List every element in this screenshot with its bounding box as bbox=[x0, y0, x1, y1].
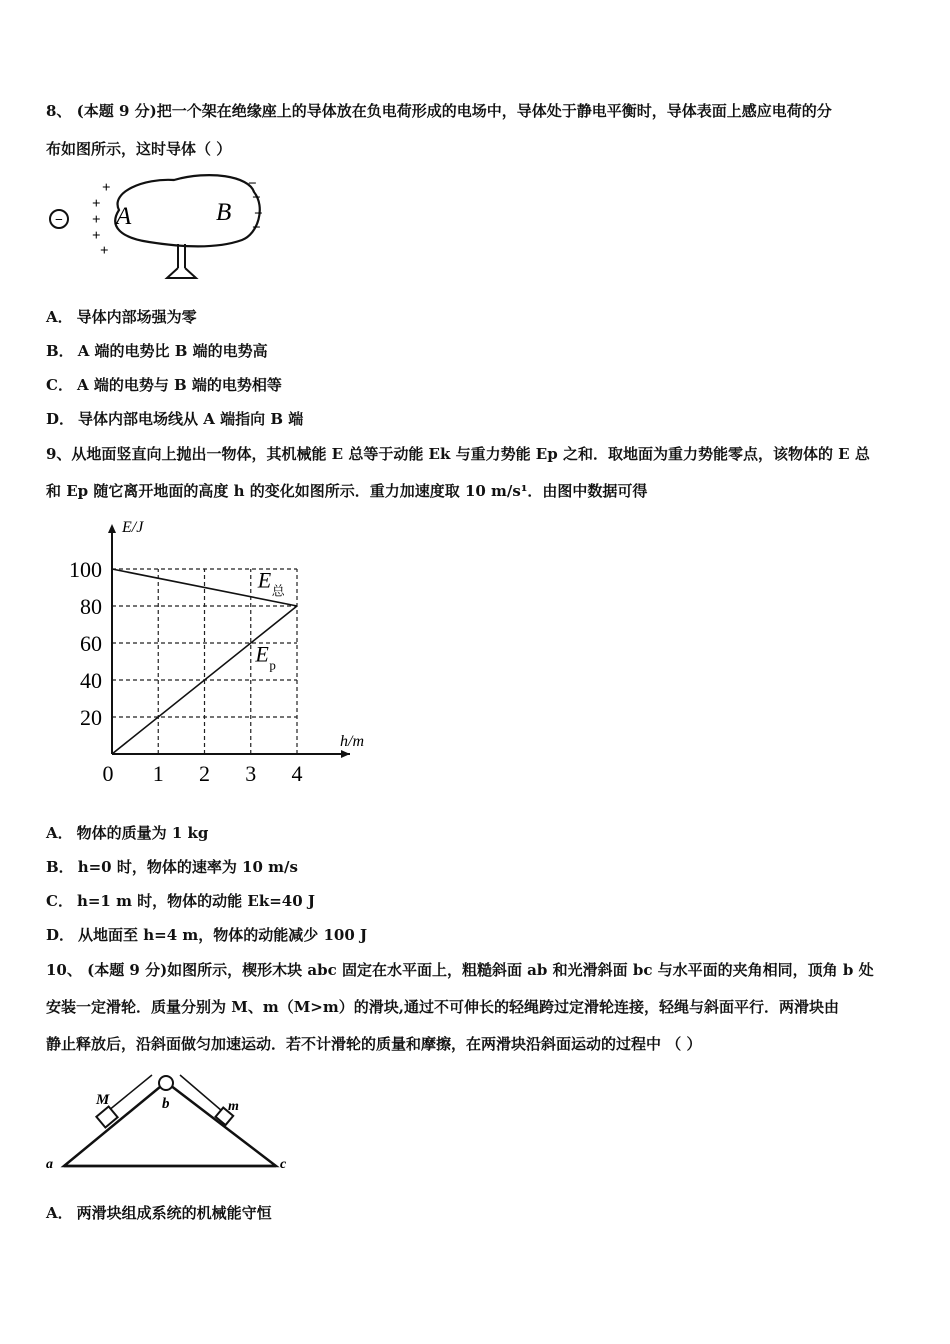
label-a: a bbox=[46, 1157, 53, 1172]
q9-option-c: C． h=1 m 时，物体的动能 Ek=40 J bbox=[46, 892, 315, 910]
q8-option-b: B． A 端的电势比 B 端的电势高 bbox=[46, 342, 268, 360]
y-tick-label: 40 bbox=[80, 668, 102, 693]
label-c: c bbox=[280, 1157, 287, 1172]
x-tick-label: 1 bbox=[152, 761, 164, 786]
q9-energy-height-chart bbox=[60, 512, 390, 787]
q9-option-d: D． 从地面至 h=4 m，物体的动能减少 100 J bbox=[46, 926, 368, 944]
minus-sign: − bbox=[252, 190, 261, 206]
label-small-m: m bbox=[228, 1099, 239, 1114]
series-label-0: E bbox=[257, 567, 272, 593]
minus-sign: − bbox=[252, 220, 261, 236]
q10-option-a: A． 两滑块组成系统的机械能守恒 bbox=[46, 1204, 272, 1222]
q9-stem-line2: 和 Ep 随它离开地面的高度 h 的变化如图所示．重力加速度取 10 m/s¹．由图中数据可得 bbox=[46, 482, 648, 500]
x-tick-label: 4 bbox=[291, 761, 303, 786]
plus-sign: + bbox=[100, 243, 109, 259]
x-axis-arrow bbox=[341, 750, 350, 758]
plus-sign: + bbox=[92, 196, 101, 212]
x-axis-label: h/m bbox=[340, 733, 364, 750]
plus-sign: + bbox=[92, 212, 101, 228]
q8-label-b: B bbox=[216, 199, 232, 226]
y-tick-label: 100 bbox=[69, 557, 102, 582]
y-tick-label: 80 bbox=[80, 594, 102, 619]
q8-stem-line1: 8、 (本题 9 分)把一个架在绝缘座上的导体放在负电荷形成的电场中，导体处于静电平衡时，导体表面上感应电荷的分 bbox=[46, 102, 832, 120]
label-b: b bbox=[162, 1096, 170, 1112]
minus-sign: − bbox=[248, 176, 257, 192]
y-axis-label: E/J bbox=[122, 519, 144, 536]
plus-sign: + bbox=[92, 228, 101, 244]
q8-label-a: A bbox=[116, 203, 132, 230]
plus-sign: + bbox=[102, 180, 111, 196]
q10-stem-line1: 10、 (本题 9 分)如图所示，楔形木块 abc 固定在水平面上，粗糙斜面 ab 和光滑斜面 bc 与水平面的夹角相同，顶角 b 处 bbox=[46, 961, 874, 979]
y-tick-label: 20 bbox=[80, 705, 102, 730]
minus-sign: − bbox=[254, 206, 263, 222]
x-tick-label: 2 bbox=[199, 761, 210, 786]
q8-stem-line2: 布如图所示，这时导体（ ） bbox=[46, 140, 232, 158]
q10-wedge-figure bbox=[44, 1066, 304, 1176]
q8-conductor-figure bbox=[44, 172, 274, 284]
label-big-m: M bbox=[96, 1092, 110, 1108]
q10-stem-line2: 安装一定滑轮．质量分别为 M、m（M>m）的滑块,通过不可伸长的轻绳跨过定滑轮连接，轻绳与斜面平行．两滑块由 bbox=[46, 998, 839, 1016]
series-label-sub-0: 总 bbox=[271, 583, 285, 599]
x-tick-label: 0 bbox=[102, 761, 114, 786]
q10-stem-line3: 静止释放后，沿斜面做匀加速运动．若不计滑轮的质量和摩擦，在两滑块沿斜面运动的过程中 （ ） bbox=[46, 1035, 702, 1053]
q8-option-c: C． A 端的电势与 B 端的电势相等 bbox=[46, 376, 282, 394]
series-label-sub-1: p bbox=[269, 657, 276, 673]
series-label-1: E bbox=[255, 641, 269, 667]
q9-option-b: B． h=0 时，物体的速率为 10 m/s bbox=[46, 858, 298, 876]
y-tick-label: 60 bbox=[80, 631, 102, 656]
x-tick-label: 3 bbox=[245, 761, 257, 786]
q9-option-a: A． 物体的质量为 1 kg bbox=[46, 824, 209, 842]
q8-option-a: A． 导体内部场强为零 bbox=[46, 308, 197, 326]
q8-negative-charge-sign: − bbox=[55, 213, 63, 228]
q8-option-d: D． 导体内部电场线从 A 端指向 B 端 bbox=[46, 410, 304, 428]
y-axis-arrow bbox=[108, 524, 116, 533]
q9-stem-line1: 9、从地面竖直向上抛出一物体，其机械能 E 总等于动能 Ek 与重力势能 Ep 之和．取地面为重力势能零点，该物体的 E 总 bbox=[46, 445, 870, 463]
